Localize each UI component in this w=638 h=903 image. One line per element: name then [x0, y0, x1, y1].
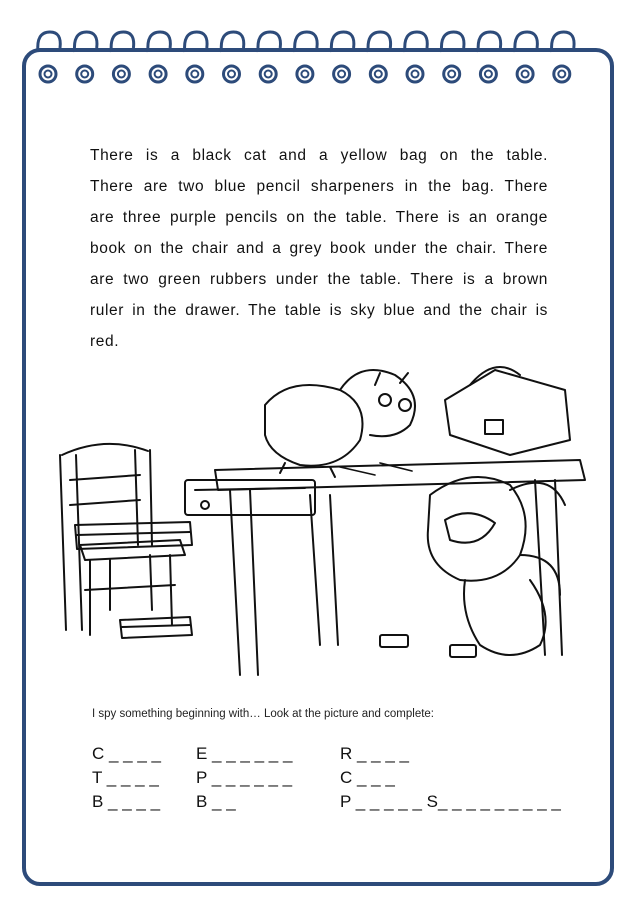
notebook-binding — [0, 0, 638, 100]
notebook-ring-icon — [441, 32, 464, 82]
sentence: The table is sky blue and the chair is red. — [90, 302, 548, 350]
notebook-ring-icon — [185, 32, 208, 82]
answer-blank[interactable]: C _ _ _ — [340, 768, 395, 787]
notebook-ring-icon — [258, 32, 281, 82]
classroom-illustration — [40, 355, 600, 695]
notebook-ring-icon — [405, 32, 428, 82]
chair-icon — [60, 444, 185, 635]
notebook-ring-icon — [552, 32, 575, 82]
sentence: There is a brown ruler in the drawer. — [90, 271, 549, 319]
answer-blank[interactable]: E _ _ _ _ _ _ — [196, 744, 293, 763]
answer-blank[interactable]: P _ _ _ _ _ _ — [196, 768, 293, 787]
answer-blank[interactable]: T _ _ _ _ — [92, 768, 159, 787]
answer-blank[interactable]: R _ _ _ _ — [340, 744, 409, 763]
sentence: There are three purple pencils on the table. — [90, 178, 548, 226]
bag-icon — [445, 367, 570, 455]
sentence: There are two green rubbers under the table. — [90, 240, 548, 288]
answer-blank[interactable]: B _ _ — [196, 792, 236, 811]
notebook-ring-icon — [295, 32, 318, 82]
reading-passage — [90, 140, 548, 357]
notebook-ring-icon — [368, 32, 391, 82]
notebook-ring-icon — [515, 32, 538, 82]
book-icon — [120, 617, 192, 638]
notebook-ring-icon — [111, 32, 134, 82]
answer-blank[interactable]: B _ _ _ _ — [92, 792, 161, 811]
sentence: There is a black cat and a yellow bag on the table. — [90, 147, 548, 164]
notebook-ring-icon — [38, 32, 61, 82]
answer-blank[interactable]: P _ _ _ _ _ S_ _ _ _ _ _ _ _ _ — [340, 792, 561, 811]
sentence: There are two blue pencil sharpeners in the bag. — [90, 178, 505, 195]
notebook-ring-icon — [478, 32, 501, 82]
cat-icon — [265, 370, 415, 477]
notebook-ring-icon — [74, 32, 97, 82]
notebook-ring-icon — [331, 32, 354, 82]
exercise-instruction: I spy something beginning with… Look at the picture and complete: — [92, 708, 435, 720]
answer-blank[interactable]: C _ _ _ _ — [92, 744, 161, 763]
sentence: There is an orange book on the chair and a grey book under the chair. — [90, 209, 548, 257]
notebook-ring-icon — [221, 32, 244, 82]
notebook-ring-icon — [148, 32, 171, 82]
table-icon — [185, 460, 585, 675]
monster-icon — [428, 477, 565, 655]
